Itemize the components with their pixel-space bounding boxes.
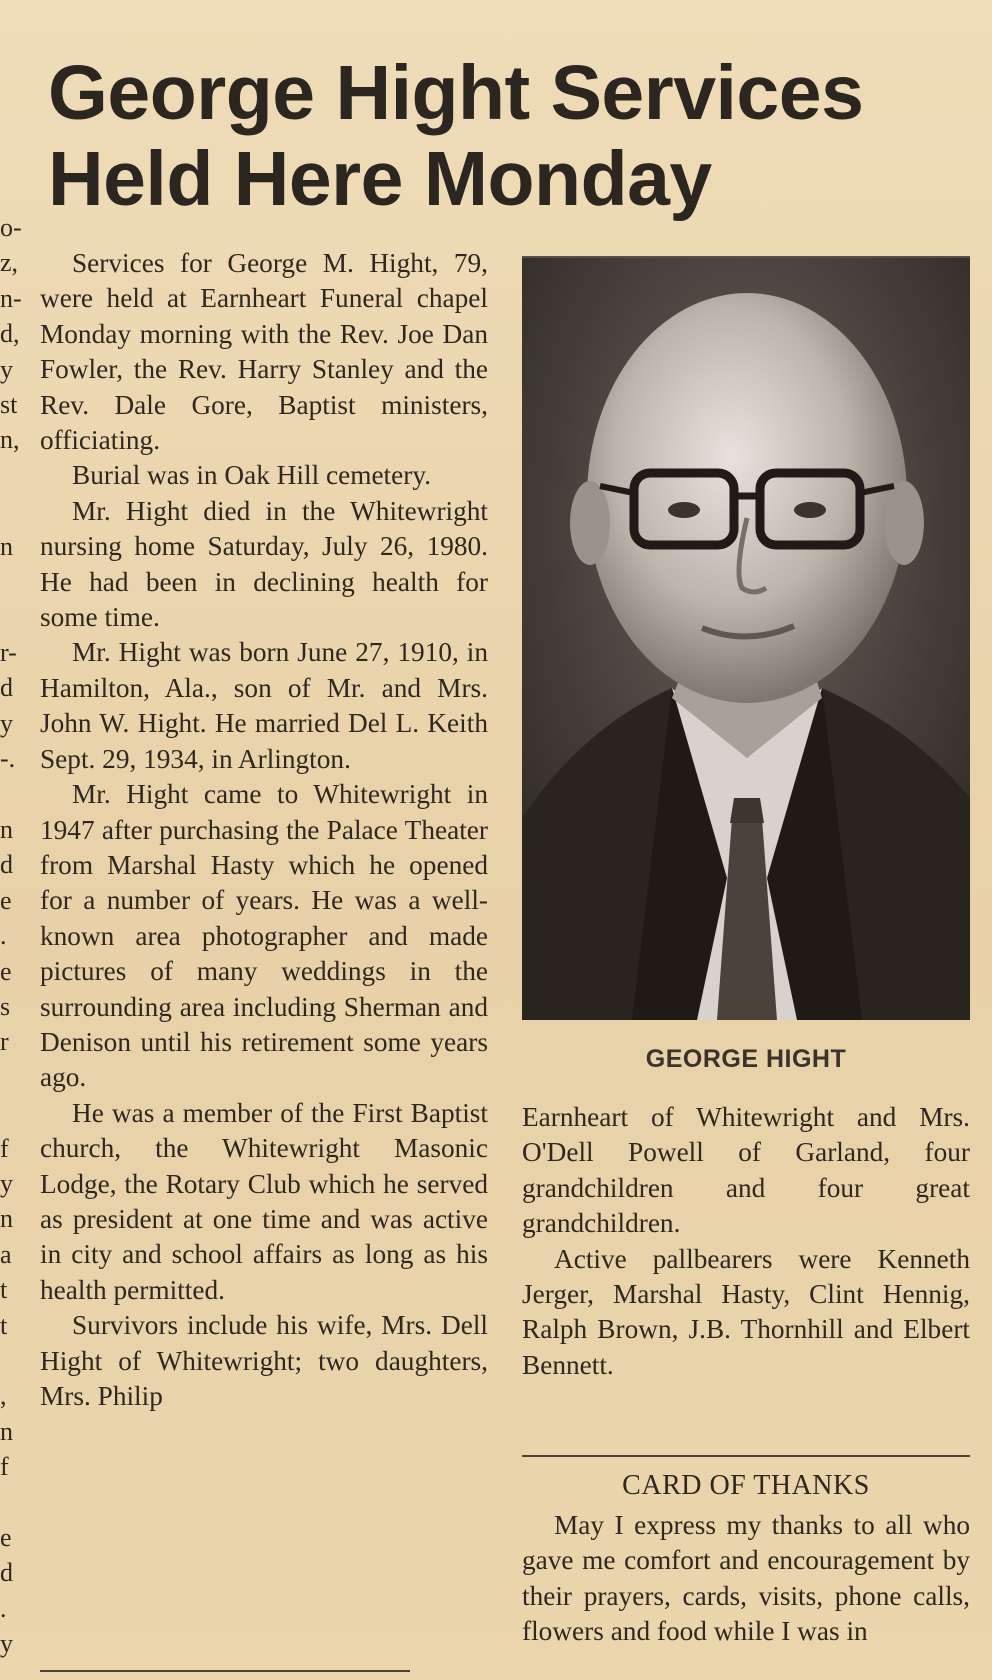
photo-caption: GEORGE HIGHT — [645, 1045, 847, 1073]
article-paragraph: Burial was in Oak Hill cemetery. — [72, 460, 432, 491]
portrait-illustration — [522, 258, 970, 1020]
card-of-thanks-title: CARD OF THANKS — [622, 1470, 870, 1501]
article-right-column — [522, 1100, 970, 1383]
adjacent-column-fragments: o- z, n- d, y st n, n r- d y -. n d e . e s r f y n a t t , n f e d . y — [0, 213, 22, 1659]
article-paragraph: Mr. Hight came to Whitewright in 1947 after purchasing the Palace Theater from Marshal Hasty which he opened for a number of years. He was a well-known area photographer and made pictures of many weddings in the surrounding area including Sherman and Denison until his retirement some years ago. — [40, 779, 488, 1093]
article-paragraph: Active pallbearers were Kenneth Jerger, Marshal Hasty, Clint Hennig, Ralph Brown, J.B. Thornhill and Elbert Bennett. — [522, 1243, 970, 1380]
headline-line-1: George Hight Services — [48, 50, 864, 136]
article-paragraph: Services for George M. Hight, 79, were held at Earnheart Funeral chapel Monday morning with the Rev. Joe Dan Fowler, the Rev. Harry Stanley and the Rev. Dale Gore, Baptist ministers, officiating. — [40, 248, 488, 456]
article-paragraph: Earnheart of Whitewright and Mrs. O'Dell Powell of Garland, four grandchildren and four great grandchildren. — [522, 1102, 970, 1239]
headline-line-2: Held Here Monday — [48, 136, 712, 222]
portrait-photo — [522, 256, 970, 1020]
headline — [48, 50, 968, 222]
article-paragraph: Mr. Hight died in the Whitewright nursing home Saturday, July 26, 1980. He had been in declining health for some time. — [40, 495, 488, 633]
card-of-thanks-body — [522, 1508, 970, 1650]
bottom-divider — [40, 1670, 410, 1672]
article-left-column — [40, 246, 488, 1414]
article-paragraph: Mr. Hight was born June 27, 1910, in Hamilton, Ala., son of Mr. and Mrs. John W. Hight. He married Del L. Keith Sept. 29, 1934, in Arlington. — [40, 637, 488, 774]
card-of-thanks-paragraph: May I express my thanks to all who gave me comfort and encouragement by their prayers, cards, visits, phone calls, flowers and food while I was in — [522, 1510, 970, 1647]
column-divider — [522, 1455, 970, 1457]
article-paragraph: Survivors include his wife, Mrs. Dell Hight of Whitewright; two daughters, Mrs. Philip — [40, 1310, 488, 1411]
article-paragraph: He was a member of the First Baptist church, the Whitewright Masonic Lodge, the Rotary Club which he served as president at one time and was active in city and school affairs as long as his health permitted. — [40, 1097, 488, 1305]
